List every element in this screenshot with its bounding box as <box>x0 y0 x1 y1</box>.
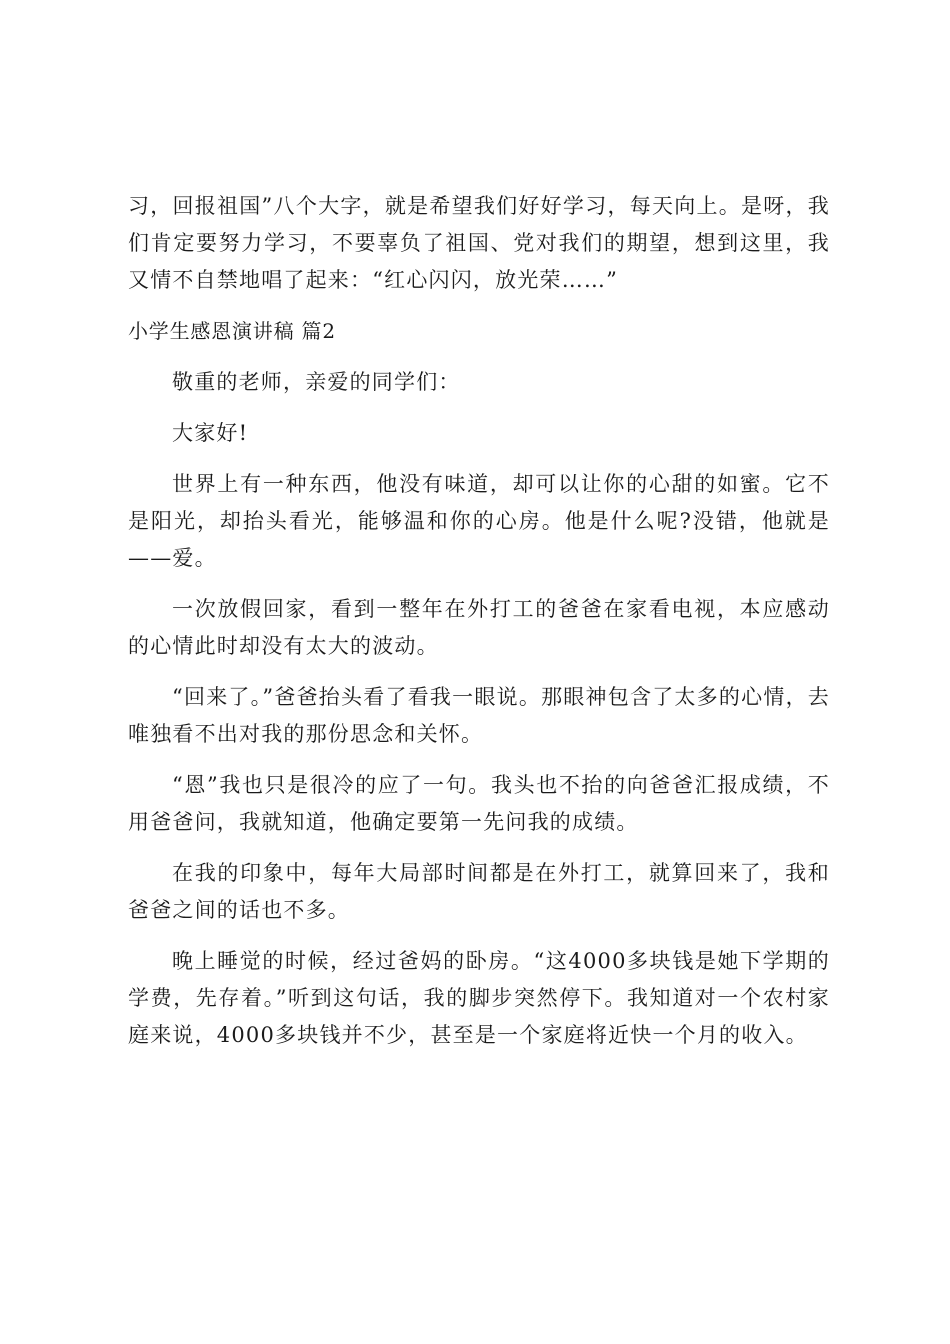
paragraph-4: “恩”我也只是很冷的应了一句。我头也不抬的向爸爸汇报成绩，不用爸爸问，我就知道，他确定要第一先问我的成绩。 <box>128 773 830 834</box>
paragraph-3: “回来了。”爸爸抬头看了看我一眼说。那眼神包含了太多的心情，去唯独看不出对我的那份思念和关怀。 <box>128 685 830 746</box>
hello-line: 大家好! <box>172 421 249 445</box>
body-text <box>128 188 830 1054</box>
section-title: 小学生感恩演讲稿 篇2 <box>128 319 336 343</box>
paragraph-2: 一次放假回家，看到一整年在外打工的爸爸在家看电视，本应感动的心情此时却没有太大的波动。 <box>128 597 830 658</box>
paragraph-6: 晚上睡觉的时候，经过爸妈的卧房。“这4000多块钱是她下学期的学费，先存着。”听到这句话，我的脚步突然停下。我知道对一个农村家庭来说，4000多块钱并不少，甚至是一个家庭将近快一个月的收入。 <box>128 949 830 1047</box>
paragraph-5: 在我的印象中，每年大局部时间都是在外打工，就算回来了，我和爸爸之间的话也不多。 <box>128 861 830 922</box>
greeting-line: 敬重的老师，亲爱的同学们： <box>172 370 461 394</box>
paragraph-1: 世界上有一种东西，他没有味道，却可以让你的心甜的如蜜。它不是阳光，却抬头看光，能够温和你的心房。他是什么呢?没错，他就是——爱。 <box>128 472 830 570</box>
continuation-paragraph: 习，回报祖国”八个大字，就是希望我们好好学习，每天向上。是呀，我们肯定要努力学习，不要辜负了祖国、党对我们的期望，想到这里，我又情不自禁地唱了起来：“红心闪闪，放光荣……” <box>128 194 830 292</box>
